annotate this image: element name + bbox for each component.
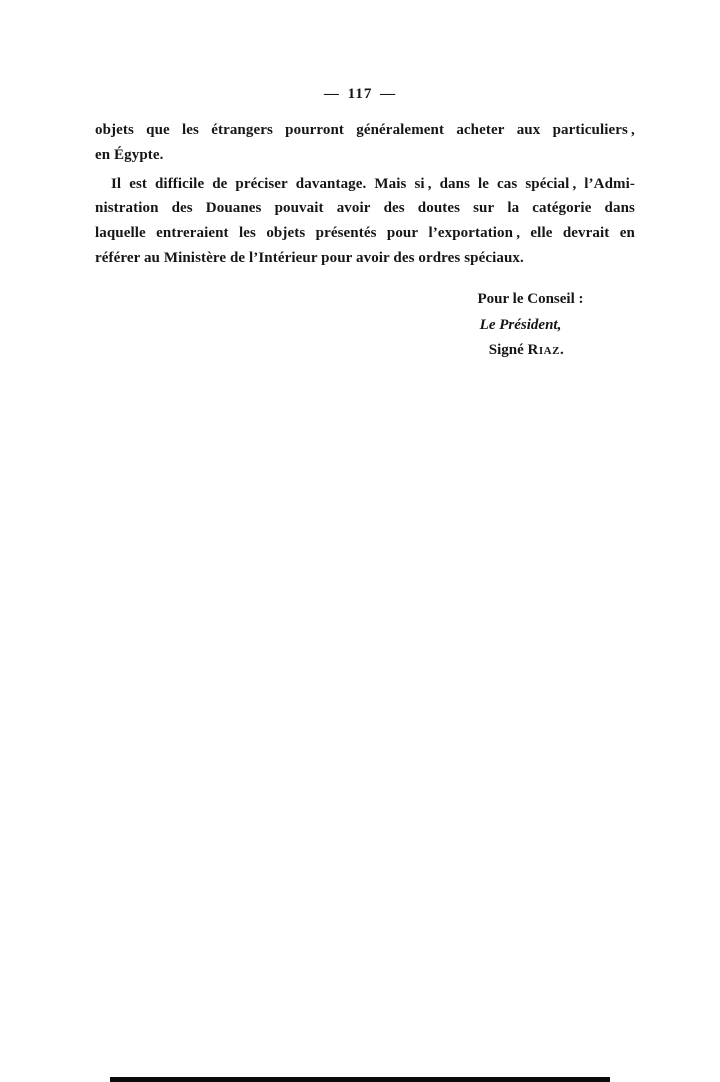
- body-text: [95, 118, 635, 271]
- text-line-3: Il est difficile de préciser davantage. Mais si , dans le cas spécial , l’Admi-: [111, 175, 635, 192]
- signature-block: [428, 291, 633, 358]
- page-number: — 117 —: [323, 86, 397, 102]
- scan-edge-artifact: [110, 1077, 610, 1082]
- signature-signed-line: [424, 342, 629, 358]
- text-line-1: objets que les étrangers pourront généralement acheter aux particuliers ,: [95, 122, 635, 138]
- text-line-6: référer au Ministère de l’Intérieur pour avoir des ordres spéciaux.: [95, 249, 524, 266]
- text-line-5: laquelle entreraient les objets présentés pour l’exportation , elle devrait en: [95, 225, 635, 242]
- text-line-2: en Égypte.: [95, 146, 164, 163]
- signed-prefix: Signé: [488, 342, 528, 358]
- text-line-4: nistration des Douanes pouvait avoir des doutes sur la catégorie dans: [95, 200, 635, 217]
- signature-council-line: Pour le Conseil :: [477, 291, 584, 307]
- signed-name: Riaz.: [527, 342, 565, 358]
- signature-president-line: Le Président,: [479, 317, 562, 333]
